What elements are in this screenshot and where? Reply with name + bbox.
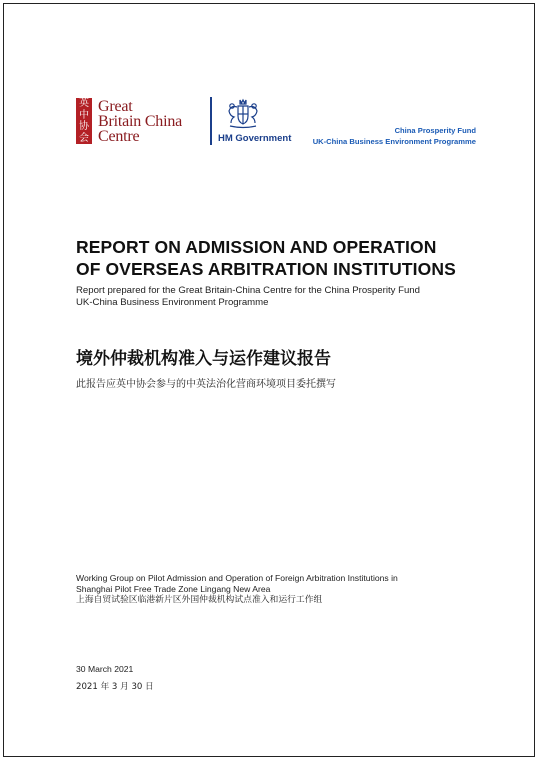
- cpf-programme: UK-China Business Environment Programme: [312, 137, 476, 146]
- report-subtitle-line: Report prepared for the Great Britain-China Centre for the China Prosperity Fund: [76, 285, 420, 296]
- gbcc-logo: [76, 98, 182, 144]
- gbcc-name-line: Great: [98, 97, 133, 115]
- report-date-block: [76, 660, 154, 696]
- hmg-divider: [210, 97, 212, 145]
- report-title: [76, 236, 496, 280]
- working-group-line: Shanghai Pilot Free Trade Zone Lingang New Area: [76, 584, 271, 595]
- report-title-line: REPORT ON ADMISSION AND OPERATION: [76, 237, 437, 257]
- report-subtitle-line: UK-China Business Environment Programme: [76, 296, 269, 308]
- gbcc-seal-char: 协: [79, 121, 89, 132]
- report-date-english: 30 March 2021: [76, 664, 134, 674]
- cpf-name: China Prosperity Fund: [394, 126, 476, 135]
- report-date-chinese: 2021 年 3 月 30 日: [76, 682, 154, 692]
- gbcc-name-line: Centre: [98, 127, 140, 145]
- hm-government-label: HM Government: [218, 133, 292, 144]
- report-title-chinese: 境外仲裁机构准入与运作建议报告: [76, 349, 331, 369]
- gbcc-seal-char: 会: [79, 132, 89, 144]
- gbcc-wordmark: [98, 99, 182, 144]
- working-group-block: [76, 573, 398, 607]
- working-group-chinese: 上海自贸试验区临港新片区外国仲裁机构试点准入和运行工作组: [76, 595, 323, 606]
- report-subtitle: [76, 285, 420, 308]
- working-group-line: Working Group on Pilot Admission and Operation of Foreign Arbitration Institutions in: [76, 573, 398, 583]
- gbcc-seal-char: 英: [79, 98, 89, 109]
- report-title-line: OF OVERSEAS ARBITRATION INSTITUTIONS: [76, 259, 456, 279]
- royal-coat-of-arms-icon: [224, 97, 262, 129]
- gbcc-name-line: Britain China: [98, 112, 183, 130]
- document-page: [3, 3, 535, 757]
- report-subtitle-chinese: 此报告应英中协会参与的中英法治化营商环境项目委托撰写: [76, 379, 336, 390]
- gbcc-seal-char: 中: [79, 109, 89, 121]
- gbcc-seal: [76, 98, 92, 144]
- china-prosperity-fund-logo: [313, 125, 476, 147]
